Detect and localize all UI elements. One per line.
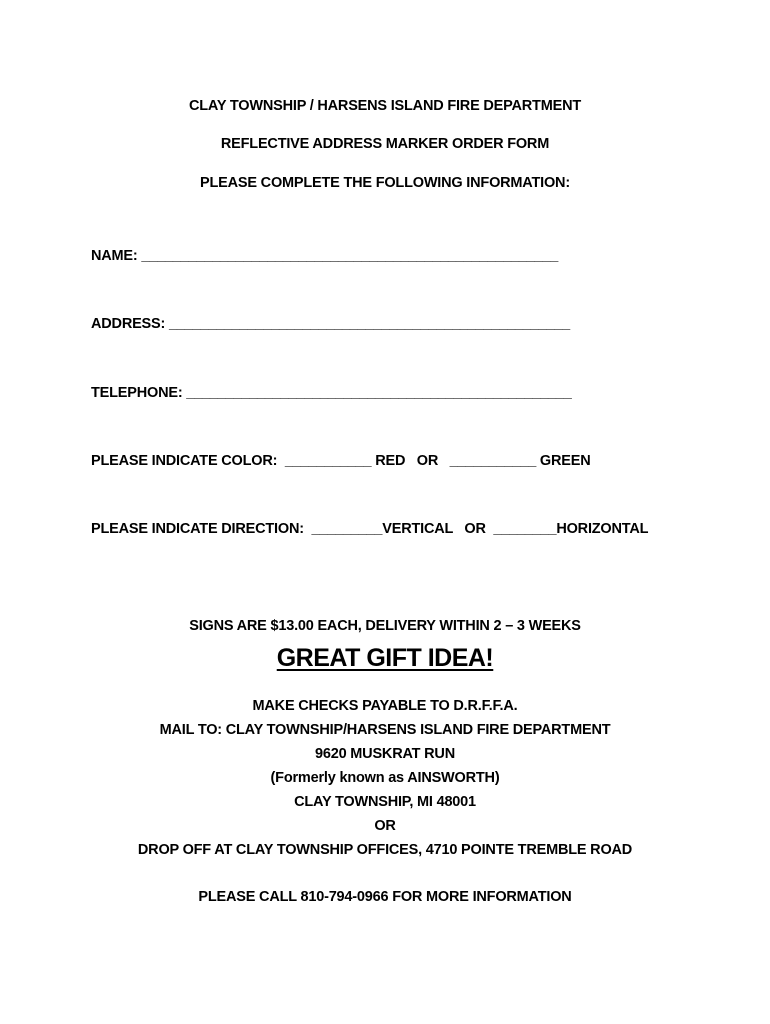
gift-idea-heading: GREAT GIFT IDEA! [276,644,494,672]
street-address-text: 9620 MUSKRAT RUN [315,746,455,762]
name-field: NAME: _____________________________________________________ [91,248,559,264]
address-field: ADDRESS: ___________________________________________________ [91,316,571,332]
or-separator-text: OR [374,818,396,834]
direction-selection-field: PLEASE INDICATE DIRECTION: _________VERTICAL OR ________HORIZONTAL [91,521,649,537]
form-header-department: CLAY TOWNSHIP / HARSENS ISLAND FIRE DEPARTMENT [188,98,581,114]
form-title: REFLECTIVE ADDRESS MARKER ORDER FORM [220,136,550,152]
mail-to-text: MAIL TO: CLAY TOWNSHIP/HARSENS ISLAND FIRE DEPARTMENT [159,722,611,738]
drop-off-text: DROP OFF AT CLAY TOWNSHIP OFFICES, 4710 POINTE TREMBLE ROAD [137,842,633,858]
city-state-zip-text: CLAY TOWNSHIP, MI 48001 [294,794,476,810]
checks-payable-text: MAKE CHECKS PAYABLE TO D.R.F.F.A. [252,698,518,714]
color-selection-field: PLEASE INDICATE COLOR: ___________ RED OR ___________ GREEN [91,453,591,469]
pricing-text: SIGNS ARE $13.00 EACH, DELIVERY WITHIN 2 – 3 WEEKS [189,618,581,634]
form-instructions: PLEASE COMPLETE THE FOLLOWING INFORMATION: [200,175,570,191]
telephone-field: TELEPHONE: _________________________________________________ [91,385,572,401]
formerly-known-text: (Formerly known as AINSWORTH) [270,770,500,786]
contact-phone-text: PLEASE CALL 810-794-0966 FOR MORE INFORMATION [198,889,572,905]
